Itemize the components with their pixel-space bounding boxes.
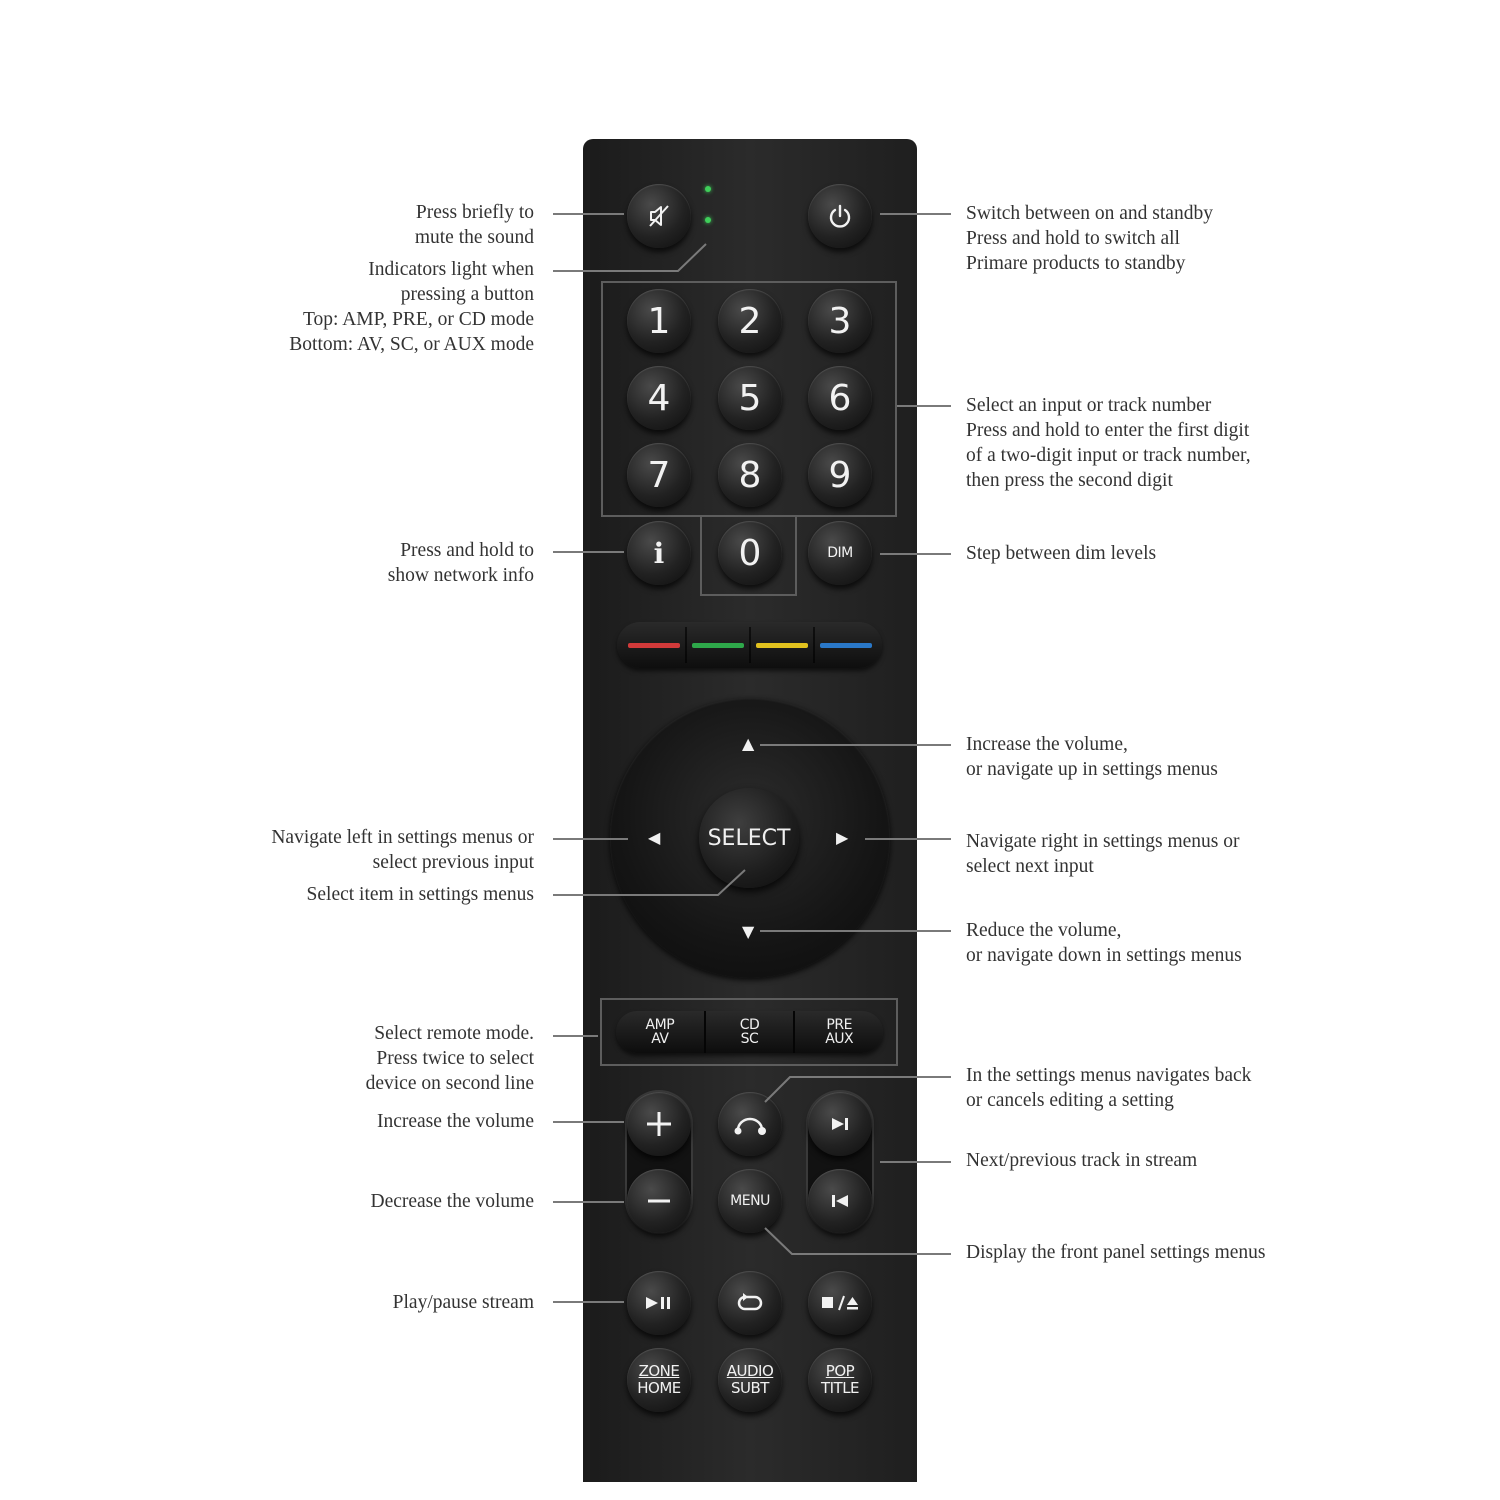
repeat-icon — [734, 1292, 766, 1314]
select-button[interactable] — [699, 788, 799, 888]
number-key-label: 9 — [828, 454, 852, 496]
annotation-line: Press and hold to — [400, 540, 534, 561]
mode-keys-bar — [616, 1011, 883, 1053]
number-key-label: 2 — [738, 300, 762, 342]
minus-icon — [644, 1186, 674, 1216]
annotation-line: Switch between on and standby — [966, 203, 1213, 224]
mode-key-cd-sc[interactable] — [704, 1011, 794, 1053]
annotation-select — [307, 882, 534, 907]
annotation-line: Increase the volume — [376, 1111, 534, 1132]
pop-label: POP — [825, 1362, 855, 1380]
annotation-line: Press twice to select — [376, 1048, 534, 1069]
down-arrow-icon[interactable]: ▼ — [742, 922, 755, 941]
annotation-nav-left — [271, 825, 534, 875]
info-button[interactable] — [627, 521, 691, 585]
color-keys-bar — [617, 622, 882, 668]
pop-title-label — [821, 1363, 859, 1397]
right-arrow-icon[interactable]: ▶ — [836, 828, 849, 847]
annotation-back — [966, 1063, 1251, 1113]
indicator-led-top — [705, 186, 711, 192]
red-key[interactable] — [628, 643, 680, 648]
number-key-3[interactable] — [808, 289, 872, 353]
mode-key-bottom-label: AV — [651, 1031, 669, 1047]
repeat-button[interactable] — [718, 1271, 782, 1335]
annotation-line: Select remote mode. — [374, 1023, 534, 1044]
mute-button[interactable] — [627, 184, 691, 248]
annotation-line: Decrease the volume — [370, 1191, 534, 1212]
number-key-1[interactable] — [627, 289, 691, 353]
dim-label: DIM — [827, 544, 853, 561]
subt-label: SUBT — [731, 1379, 769, 1397]
annotation-line: Navigate right in settings menus or — [966, 831, 1240, 852]
number-key-label: 5 — [738, 377, 762, 419]
volume-down-button[interactable] — [627, 1169, 691, 1233]
annotation-line: Select an input or track number — [966, 395, 1212, 416]
annotation-line: select next input — [966, 856, 1094, 877]
annotation-line: Play/pause stream — [392, 1292, 534, 1313]
number-key-2[interactable] — [718, 289, 782, 353]
audio-subt-button[interactable] — [718, 1348, 782, 1412]
annotation-numbers — [966, 393, 1251, 493]
annotation-line: Press and hold to switch all — [966, 228, 1180, 249]
number-key-8[interactable] — [718, 443, 782, 507]
annotation-track — [966, 1148, 1197, 1173]
annotation-line: device on second line — [365, 1073, 534, 1094]
number-key-9[interactable] — [808, 443, 872, 507]
back-button[interactable] — [718, 1092, 782, 1156]
speaker-muted-icon — [645, 202, 673, 230]
title-label: TITLE — [820, 1379, 860, 1397]
pop-title-button[interactable] — [808, 1348, 872, 1412]
zone-home-button[interactable] — [627, 1348, 691, 1412]
stop-eject-button[interactable] — [808, 1271, 872, 1335]
number-key-label: 4 — [647, 377, 671, 419]
annotation-line: Indicators light when — [368, 259, 534, 280]
plus-icon — [644, 1109, 674, 1139]
annotation-menu — [966, 1240, 1266, 1265]
zone-home-label — [637, 1363, 681, 1397]
power-icon — [826, 202, 854, 230]
annotation-line: Top: AMP, PRE, or CD mode — [302, 309, 534, 330]
select-label: SELECT — [707, 825, 791, 851]
annotation-volume-down — [370, 1189, 534, 1214]
power-button[interactable] — [808, 184, 872, 248]
annotation-line: Navigate left in settings menus or — [271, 827, 534, 848]
annotation-line: Bottom: AV, SC, or AUX mode — [289, 334, 534, 355]
annotation-info — [388, 538, 534, 588]
zone-label: ZONE — [638, 1362, 680, 1380]
annotation-volume-up — [377, 1109, 534, 1134]
annotation-line: Increase the volume, — [966, 734, 1128, 755]
annotation-line: Select item in settings menus — [306, 884, 534, 905]
number-key-4[interactable] — [627, 366, 691, 430]
annotation-line: show network info — [387, 565, 534, 586]
previous-track-icon — [829, 1193, 851, 1209]
annotation-nav-up — [966, 732, 1218, 782]
mode-key-bottom-label: AUX — [825, 1031, 854, 1047]
number-key-7[interactable] — [627, 443, 691, 507]
color-key-divider — [685, 627, 687, 663]
number-key-label: 6 — [828, 377, 852, 419]
annotation-line: select previous input — [372, 852, 534, 873]
annotation-play-pause — [393, 1290, 534, 1315]
mode-key-top-label: PRE — [826, 1017, 852, 1033]
menu-label: MENU — [730, 1192, 770, 1209]
color-key-divider — [749, 627, 751, 663]
annotation-line: then press the second digit — [966, 470, 1173, 491]
annotation-line: or cancels editing a setting — [966, 1090, 1174, 1111]
number-key-0[interactable] — [718, 521, 782, 585]
audio-label: AUDIO — [726, 1362, 774, 1380]
audio-subt-label — [727, 1363, 774, 1397]
mode-key-amp-av[interactable] — [616, 1011, 704, 1053]
annotation-mute — [415, 200, 534, 250]
annotation-line: In the settings menus navigates back — [966, 1065, 1252, 1086]
dim-button[interactable] — [808, 521, 872, 585]
annotation-nav-right — [966, 829, 1240, 879]
left-arrow-icon[interactable]: ◀ — [648, 828, 661, 847]
annotation-indicators — [289, 257, 534, 357]
annotation-line: Step between dim levels — [966, 543, 1157, 564]
annotation-nav-down — [966, 918, 1242, 968]
number-key-label: 8 — [738, 454, 762, 496]
number-key-label: 1 — [647, 300, 671, 342]
menu-button[interactable] — [718, 1169, 782, 1233]
number-key-label: 0 — [738, 532, 762, 574]
volume-up-button[interactable] — [627, 1092, 691, 1156]
blue-key[interactable] — [820, 643, 872, 648]
stop-eject-icon — [820, 1294, 860, 1312]
annotation-line: pressing a button — [400, 284, 534, 305]
annotation-line: Reduce the volume, — [966, 920, 1122, 941]
previous-track-button[interactable] — [808, 1169, 872, 1233]
play-pause-button[interactable] — [627, 1271, 691, 1335]
next-track-icon — [829, 1116, 851, 1132]
annotation-line: mute the sound — [414, 227, 534, 248]
annotation-line: Press briefly to — [415, 202, 534, 223]
annotation-line: Primare products to standby — [966, 253, 1186, 274]
number-key-label: 3 — [828, 300, 852, 342]
number-key-5[interactable] — [718, 366, 782, 430]
home-label: HOME — [637, 1379, 681, 1397]
annotation-line: Next/previous track in stream — [966, 1150, 1198, 1171]
play-pause-icon — [644, 1295, 674, 1311]
number-key-label: 7 — [647, 454, 671, 496]
number-key-6[interactable] — [808, 366, 872, 430]
mode-key-top-label: CD — [739, 1017, 760, 1033]
mode-key-top-label: AMP — [645, 1017, 675, 1033]
info-icon: i — [653, 536, 665, 570]
mode-key-pre-aux[interactable] — [793, 1011, 883, 1053]
green-key[interactable] — [692, 643, 744, 648]
annotation-mode — [366, 1021, 534, 1096]
mode-key-bottom-label: SC — [740, 1031, 759, 1047]
annotation-line: Display the front panel settings menus — [966, 1242, 1266, 1263]
annotation-dim — [966, 541, 1156, 566]
annotation-power — [966, 201, 1213, 276]
annotation-line: or navigate up in settings menus — [966, 759, 1218, 780]
color-key-divider — [813, 627, 815, 663]
annotation-line: Press and hold to enter the first digit — [966, 420, 1250, 441]
back-arrow-icon — [730, 1110, 770, 1138]
next-track-button[interactable] — [808, 1092, 872, 1156]
annotation-line: or navigate down in settings menus — [966, 945, 1242, 966]
annotation-line: of a two-digit input or track number, — [966, 445, 1251, 466]
indicator-led-bottom — [705, 217, 711, 223]
yellow-key[interactable] — [756, 643, 808, 648]
up-arrow-icon[interactable]: ▲ — [742, 734, 755, 753]
